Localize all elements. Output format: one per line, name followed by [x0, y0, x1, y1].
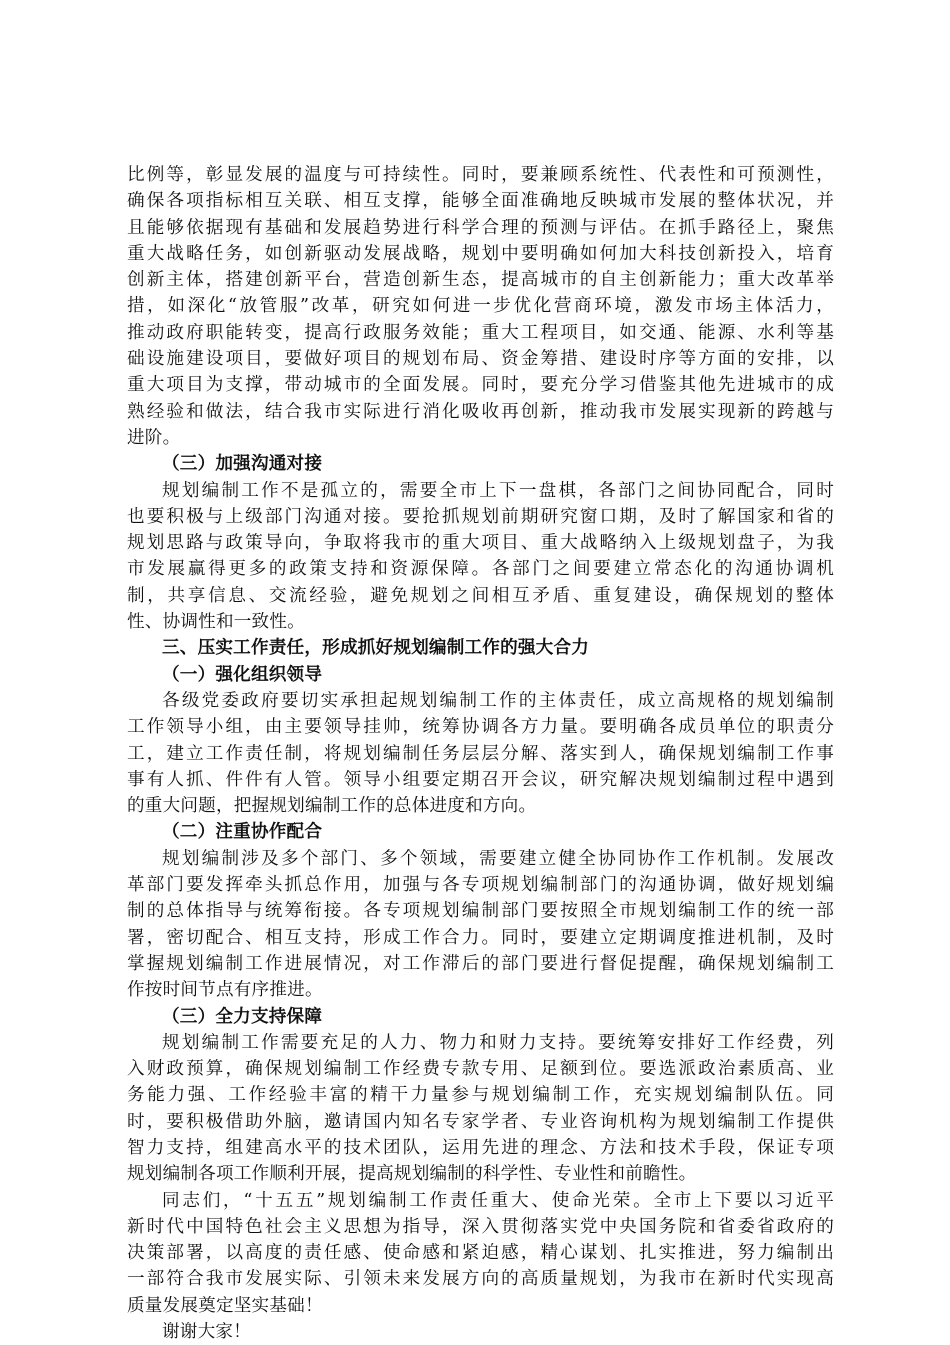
- paragraph: [127, 846, 834, 1004]
- subsection-heading: （二）注重协作配合: [162, 821, 323, 843]
- text-line: 规划编制各项工作顺利开展，提高规划编制的科学性、专业性和前瞻性。: [127, 1164, 697, 1185]
- paragraph: [127, 1188, 834, 1319]
- text-line: 比例等，彰显发展的温度与可持续性。同时，要兼顾系统性、代表性和可预测性，: [127, 165, 834, 185]
- text-line: 新时代中国特色社会主义思想为指导，深入贯彻落实党中央国务院和省委省政府的: [127, 1216, 834, 1237]
- text-line: 市发展赢得更多的政策支持和资源保障。各部门之间要建立常态化的沟通协调机: [127, 559, 834, 580]
- text-line: 创新主体，搭建创新平台，营造创新生态，提高城市的自主创新能力；重大改革举: [127, 270, 834, 291]
- paragraph: [127, 1319, 834, 1345]
- text-line: 作按时间节点有序推进。: [127, 980, 323, 1001]
- text-line: 确保各项指标相互关联、相互支撑，能够全面准确地反映城市发展的整体状况，并: [127, 191, 834, 212]
- text-line: 掌握规划编制工作进展情况，对工作滞后的部门要进行督促提醒，确保规划编制工: [127, 953, 834, 974]
- text-line: 一部符合我市发展实际、引领未来发展方向的高质量规划，为我市在新时代实现高: [127, 1269, 834, 1290]
- text-line: 工作领导小组，由主要领导挂帅，统筹协调各方力量。要明确各成员单位的职责分: [127, 717, 834, 738]
- text-line: 的重大问题，把握规划编制工作的总体进度和方向。: [127, 796, 537, 817]
- text-line: 熟经验和做法，结合我市实际进行消化吸收再创新，推动我市发展实现新的跨越与: [127, 401, 834, 422]
- text-line: 务能力强、工作经验丰富的精干力量参与规划编制工作，充实规划编制队伍。同: [127, 1085, 834, 1106]
- subsection-heading: （三）全力支持保障: [162, 1005, 323, 1027]
- subsection-heading: （三）加强沟通对接: [162, 453, 323, 475]
- text-line: 础设施建设项目，要做好项目的规划布局、资金筹措、建设时序等方面的安排，以: [127, 349, 834, 370]
- text-line: 时，要积极借助外脑，邀请国内知名专家学者、专业咨询机构为规划编制工作提供: [127, 1111, 834, 1132]
- text-line: 谢谢大家！: [162, 1322, 251, 1343]
- text-line: 智力支持，组建高水平的技术团队，运用先进的理念、方法和技术手段，保证专项: [127, 1137, 834, 1158]
- text-line: 署，密切配合、相互支持，形成工作合力。同时，要建立定期调度推进机制，及时: [127, 927, 834, 948]
- paragraph: [127, 162, 834, 451]
- text-line: 推动政府职能转变，提高行政服务效能；重大工程项目，如交通、能源、水利等基: [127, 322, 834, 343]
- text-line: 入财政预算，确保规划编制工作经费专款专用、足额到位。要选派政治素质高、业: [127, 1059, 834, 1080]
- text-line: 且能够依据现有基础和发展趋势进行科学合理的预测与评估。在抓手路径上，聚焦: [127, 217, 834, 238]
- text-line: 制，共享信息、交流经验，避免规划之间相互矛盾、重复建设，确保规划的整体: [127, 585, 834, 606]
- text-line: 进阶。: [127, 427, 181, 448]
- text-line: 事有人抓、件件有人管。领导小组要定期召开会议，研究解决规划编制过程中遇到: [127, 769, 834, 790]
- text-line: 重大战略任务，如创新驱动发展战略，规划中要明确如何加大科技创新投入，培育: [127, 243, 834, 264]
- paragraph: [127, 1030, 834, 1188]
- text-line: 也要积极与上级部门沟通对接。要抢抓规划前期研究窗口期，及时了解国家和省的: [127, 506, 834, 527]
- text-line: 规划思路与政策导向，争取将我市的重大项目、重大战略纳入上级规划盘子，为我: [127, 533, 834, 554]
- text-line: 质量发展奠定坚实基础！: [127, 1295, 323, 1316]
- text-line: 革部门要发挥牵头抓总作用，加强与各专项规划编制部门的沟通协调，做好规划编: [127, 875, 834, 896]
- document-body: [127, 162, 834, 1345]
- section-heading: 三、压实工作责任，形成抓好规划编制工作的强大合力: [162, 637, 590, 659]
- text-line: 各级党委政府要切实承担起规划编制工作的主体责任，成立高规格的规划编制: [162, 690, 834, 711]
- text-line: 规划编制工作需要充足的人力、物力和财力支持。要统筹安排好工作经费，列: [162, 1032, 834, 1053]
- text-line: 性、协调性和一致性。: [127, 612, 305, 633]
- paragraph: [127, 478, 834, 636]
- text-line: 规划编制工作不是孤立的，需要全市上下一盘棋，各部门之间协同配合，同时: [162, 480, 834, 501]
- paragraph: [127, 688, 834, 819]
- text-line: 重大项目为支撑，带动城市的全面发展。同时，要充分学习借鉴其他先进城市的成: [127, 375, 834, 396]
- text-line: 制的总体指导与统筹衔接。各专项规划编制部门要按照全市规划编制工作的统一部: [127, 901, 834, 922]
- text-line: 措，如深化“放管服”改革，研究如何进一步优化营商环境，激发市场主体活力，: [127, 296, 834, 317]
- text-line: 规划编制涉及多个部门、多个领域，需要建立健全协同协作工作机制。发展改: [162, 848, 834, 869]
- text-line: 同志们，“十五五”规划编制工作责任重大、使命光荣。全市上下要以习近平: [162, 1190, 834, 1211]
- subsection-heading: （一）强化组织领导: [162, 663, 323, 685]
- text-line: 工，建立工作责任制，将规划编制任务层层分解、落实到人，确保规划编制工作事: [127, 743, 834, 764]
- text-line: 决策部署，以高度的责任感、使命感和紧迫感，精心谋划、扎实推进，努力编制出: [127, 1243, 834, 1264]
